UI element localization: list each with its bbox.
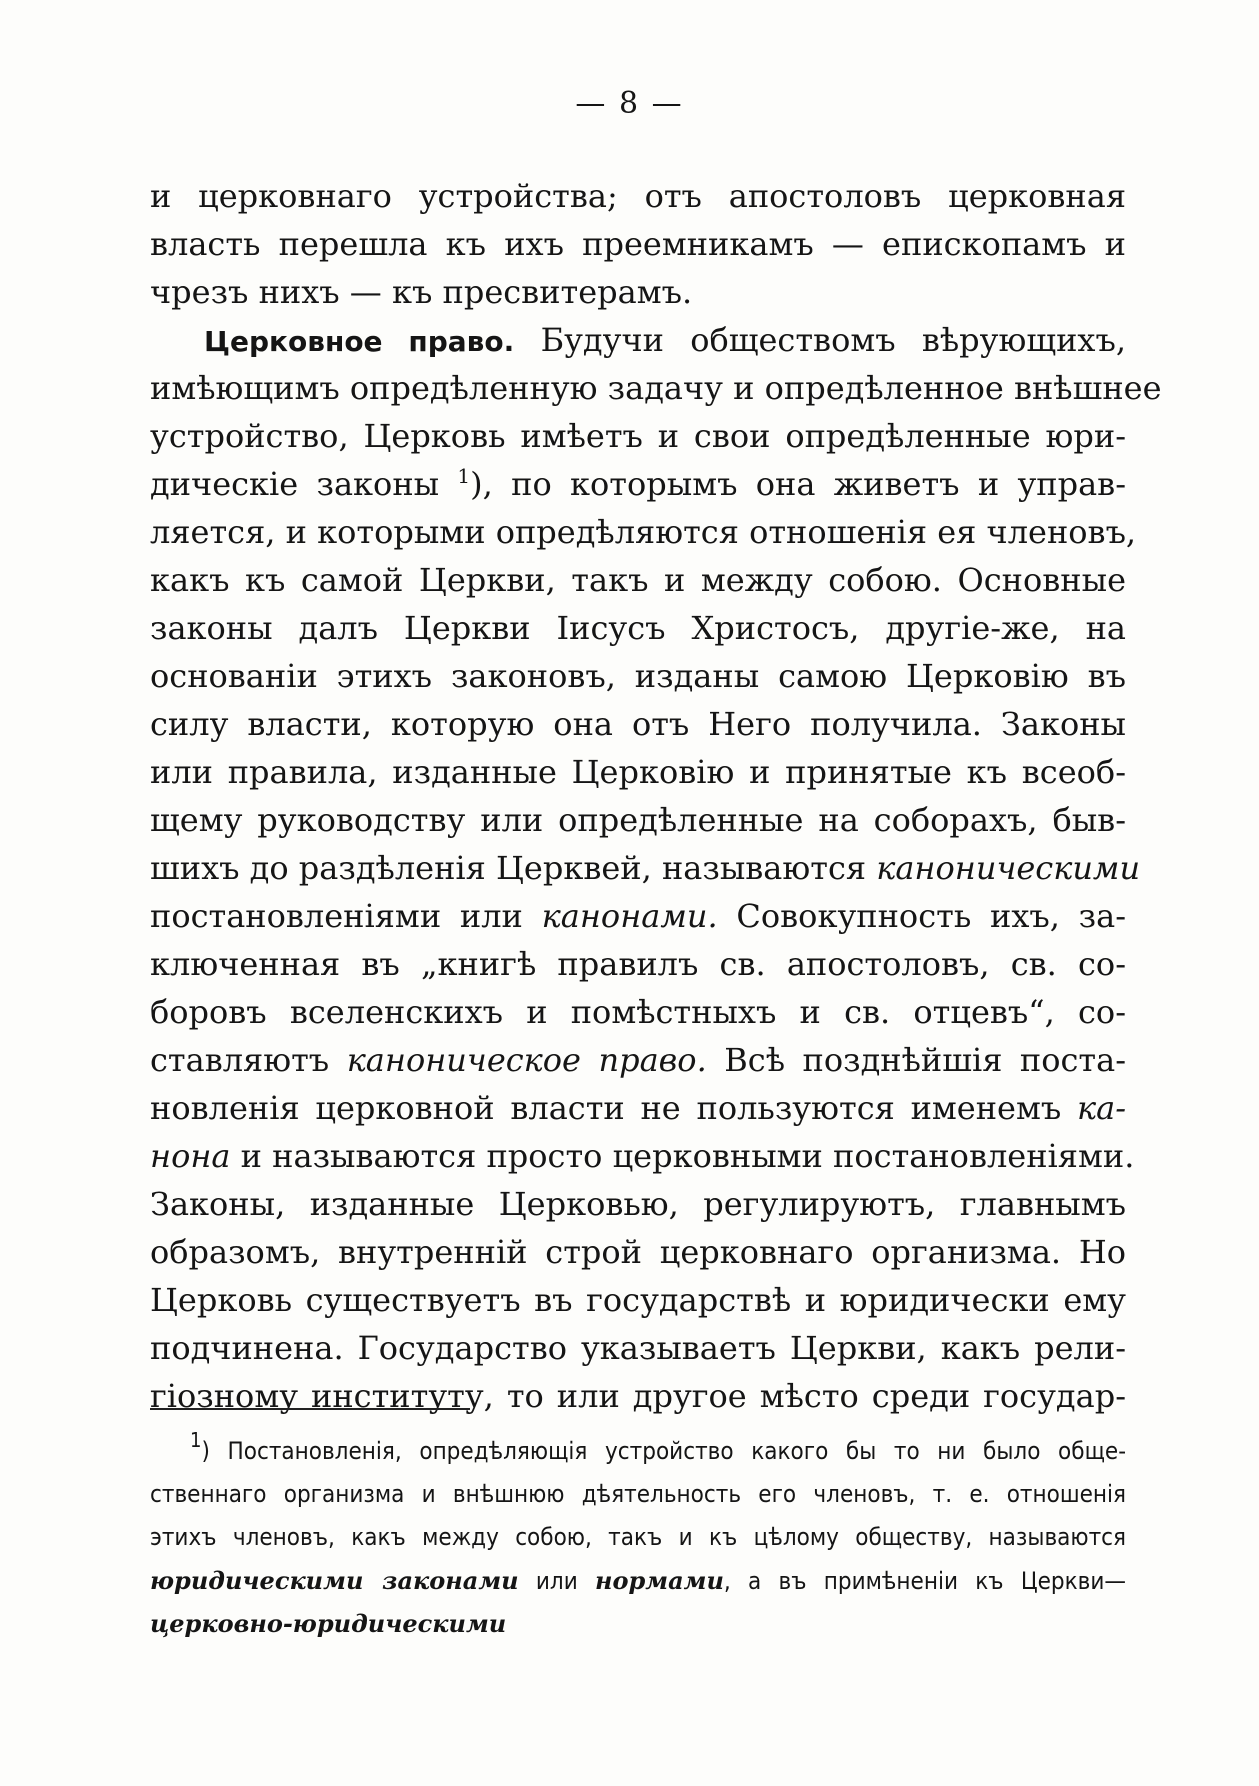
text-span: дическіе законы bbox=[150, 465, 458, 503]
text-line bbox=[150, 1036, 1126, 1084]
text-line: чрезъ нихъ — къ пресвитерамъ. bbox=[150, 273, 693, 311]
page-number: — 8 — bbox=[575, 86, 684, 121]
text-line bbox=[150, 1084, 1126, 1132]
body-text bbox=[150, 172, 1162, 1420]
text-line: власть перешла къ ихъ преемникамъ — епископамъ и bbox=[150, 225, 1126, 263]
text-span: постановленіями или bbox=[150, 897, 542, 935]
footnote-divider bbox=[150, 1408, 470, 1410]
italic-term: ка- bbox=[1077, 1089, 1126, 1127]
text-span: и называются просто церковными постановленіями. bbox=[230, 1137, 1135, 1175]
text-line: и церковнаго устройства; отъ апостоловъ церковная bbox=[150, 177, 1126, 215]
text-line: подчинена. Государство указываетъ Церкви, какъ рели- bbox=[150, 1329, 1126, 1367]
text-span: новленія церковной власти не пользуются именемъ bbox=[150, 1089, 1077, 1127]
footnote-line bbox=[150, 1602, 1126, 1645]
text-line bbox=[150, 460, 1126, 508]
text-line: имѣющимъ опредѣленную задачу и опредѣленное внѣшнее bbox=[150, 369, 1162, 407]
text-span: ставляютъ bbox=[150, 1041, 347, 1079]
italic-term: церковно-юридическими bbox=[150, 1609, 507, 1638]
text-line bbox=[150, 844, 1141, 892]
section-heading: Церковное право. bbox=[204, 325, 515, 358]
text-line: образомъ, внутренній строй церковнаго организма. Но bbox=[150, 1233, 1126, 1271]
text-line: или правила, изданные Церковію и принятые къ всеоб- bbox=[150, 753, 1126, 791]
text-line: законы далъ Церкви Іисусъ Христосъ, другіе-же, на bbox=[150, 609, 1126, 647]
text-span: Будучи обществомъ вѣрующихъ, bbox=[514, 321, 1126, 359]
text-line: ляется, и которыми опредѣляются отношенія ея членовъ, bbox=[150, 513, 1137, 551]
text-span: Всѣ позднѣйшія поста- bbox=[706, 1041, 1127, 1079]
text-line: гіозному институту, то или другое мѣсто среди государ- bbox=[150, 1377, 1126, 1415]
italic-term: канонами. bbox=[541, 897, 718, 935]
italic-term: юридическими законами bbox=[150, 1566, 519, 1595]
text-span: , а въ примѣненіи къ Церкви— bbox=[723, 1567, 1126, 1595]
footnote bbox=[150, 1430, 1126, 1645]
italic-term: нона bbox=[150, 1137, 231, 1175]
text-line bbox=[150, 892, 1126, 940]
text-span: шихъ до раздѣленія Церквей, называются bbox=[150, 849, 877, 887]
text-line: Законы, изданные Церковью, регулируютъ, главнымъ bbox=[150, 1185, 1126, 1223]
text-line: щему руководству или опредѣленные на соборахъ, быв- bbox=[150, 801, 1126, 839]
footnote-line: ственнаго организма и внѣшнюю дѣятельность его членовъ, т. е. отношенія bbox=[150, 1480, 1126, 1508]
text-line: ключенная въ „книгѣ правилъ св. апостоловъ, св. со- bbox=[150, 945, 1126, 983]
text-line: Церковь существуетъ въ государствѣ и юридически ему bbox=[150, 1281, 1126, 1319]
footnote-line bbox=[150, 1559, 1126, 1602]
text-line bbox=[150, 316, 1126, 364]
text-line: силу власти, которую она отъ Него получила. Законы bbox=[150, 705, 1126, 743]
text-line: какъ къ самой Церкви, такъ и между собою. Основные bbox=[150, 561, 1126, 599]
footnote-reference[interactable]: 1 bbox=[457, 464, 471, 488]
footnote-line: этихъ членовъ, какъ между собою, такъ и къ цѣлому обществу, называются bbox=[150, 1523, 1126, 1551]
italic-term: каноническое право. bbox=[346, 1041, 707, 1079]
text-span: или bbox=[518, 1567, 595, 1595]
text-line bbox=[150, 1132, 1135, 1180]
text-span: ), по которымъ она живетъ и управ- bbox=[470, 465, 1126, 503]
italic-term: каноническими bbox=[876, 849, 1141, 887]
text-line: основаніи этихъ законовъ, изданы самою Церковію въ bbox=[150, 657, 1126, 695]
text-span: Совокупность ихъ, за- bbox=[717, 897, 1127, 935]
text-span: ) Постановленія, опредѣляющія устройство какого бы то ни было обще- bbox=[201, 1437, 1126, 1465]
text-line: устройство, Церковь имѣетъ и свои опредѣленные юри- bbox=[150, 417, 1126, 455]
footnote-marker: 1 bbox=[190, 1428, 202, 1452]
italic-term: нормами bbox=[594, 1566, 724, 1595]
text-line: боровъ вселенскихъ и помѣстныхъ и св. отцевъ“, со- bbox=[150, 993, 1126, 1031]
footnote-line bbox=[150, 1430, 1126, 1473]
